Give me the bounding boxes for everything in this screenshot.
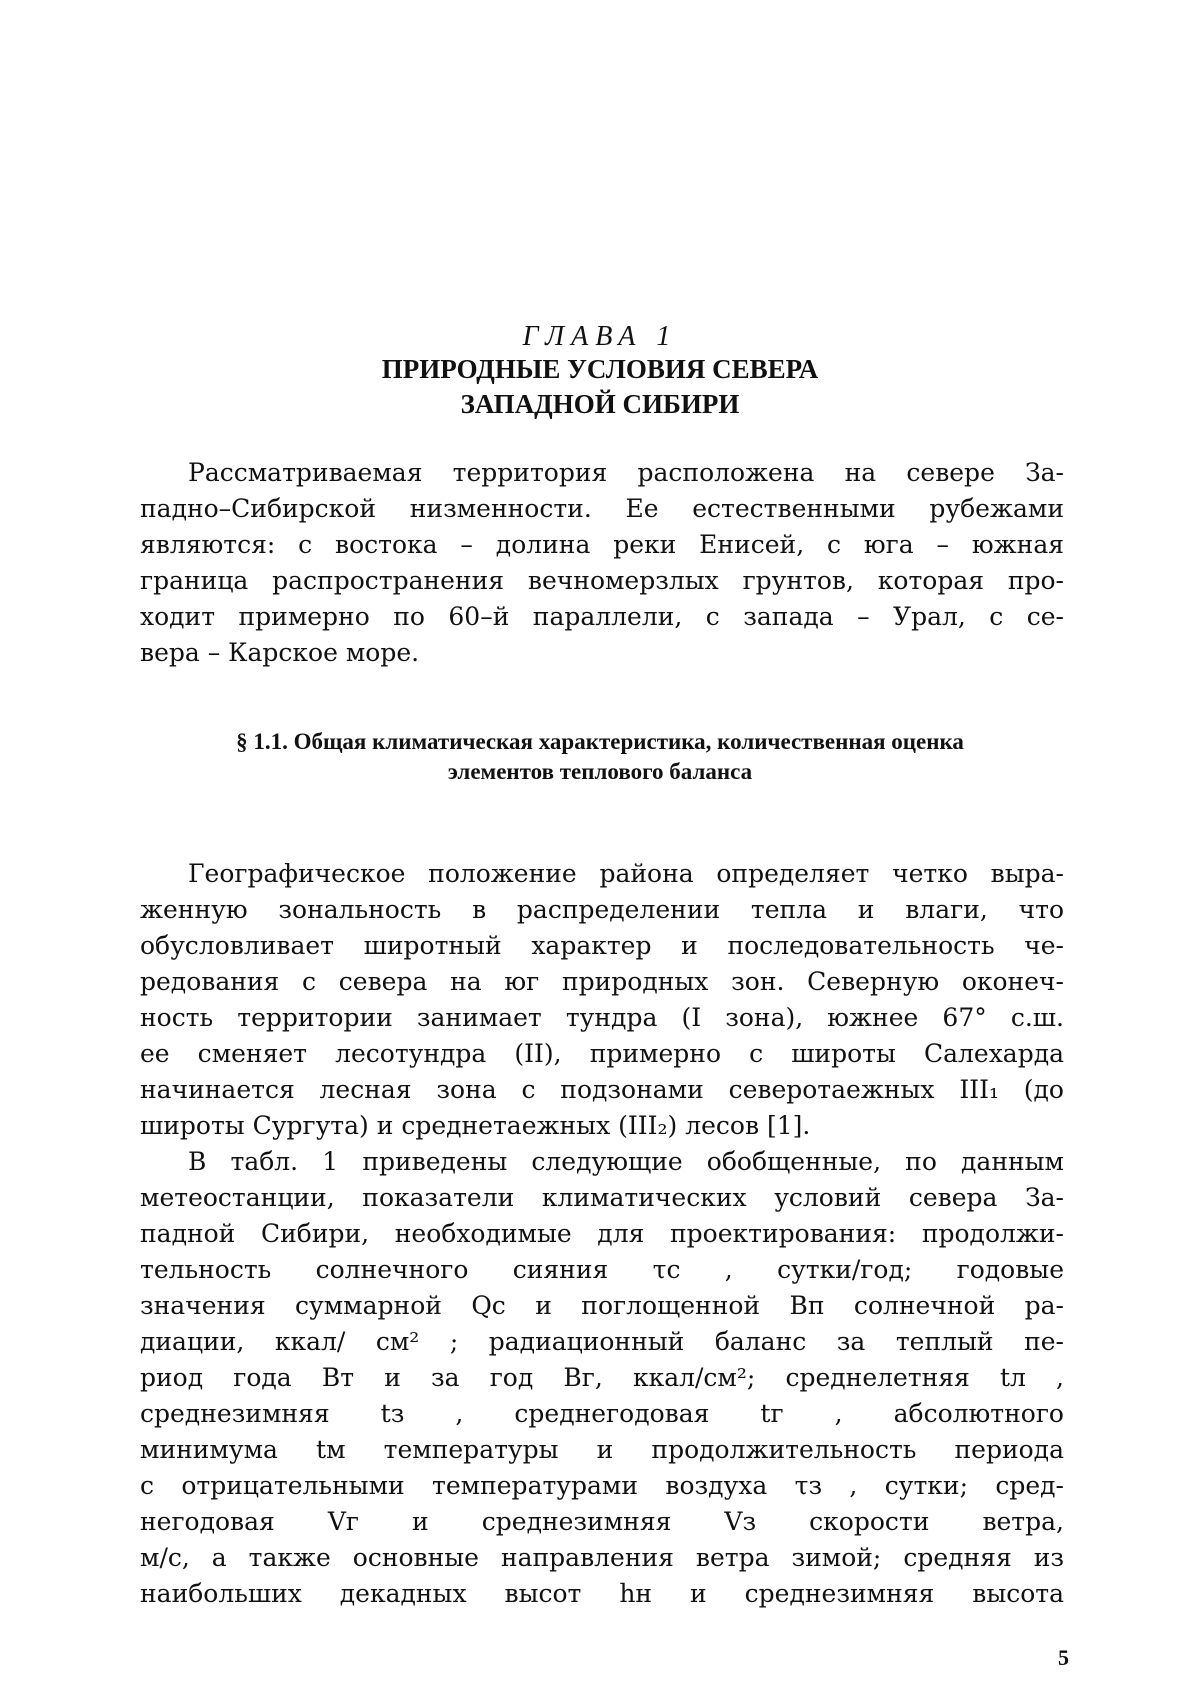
text-line: ность территории занимает тундра (I зона), южнее 67° с.ш. — [140, 1003, 1064, 1032]
text-line: падной Сибири, необходимые для проектирования: продолжи- — [140, 1219, 1064, 1248]
intro-paragraph — [140, 455, 1064, 671]
section-heading-line-2: элементов теплового баланса — [447, 759, 753, 784]
text-line: значения суммарной Qс и поглощенной Bп солнечной ра- — [140, 1291, 1064, 1320]
text-line: метеостанции, показатели климатических условий севера За- — [140, 1183, 1064, 1212]
text-line: минимума tм температуры и продолжительность периода — [140, 1435, 1064, 1464]
text-line: среднезимняя tз , среднегодовая tг , абсолютного — [140, 1399, 1064, 1428]
text-line: широты Сургута) и среднетаежных (III₂) лесов [1]. — [140, 1111, 811, 1140]
text-line: ходит примерно по 60–й параллели, с запада – Урал, с се- — [140, 602, 1064, 631]
text-line: вера – Карское море. — [140, 638, 420, 667]
text-line: ее сменяет лесотундра (II), примерно с широты Салехарда — [140, 1039, 1064, 1068]
chapter-title-line-1: ПРИРОДНЫЕ УСЛОВИЯ СЕВЕРА — [381, 354, 819, 384]
text-line: негодовая Vг и среднезимняя Vз скорости ветра, — [140, 1507, 1064, 1536]
text-line: обусловливает широтный характер и последовательность че- — [140, 931, 1064, 960]
chapter-label: ГЛАВА 1 — [522, 321, 678, 352]
text-line: В табл. 1 приведены следующие обобщенные, по данным — [188, 1147, 1064, 1176]
text-line: с отрицательными температурами воздуха τз , сутки; сред- — [140, 1471, 1064, 1500]
page-number: 5 — [1058, 1645, 1069, 1670]
text-line: наибольших декадных высот hн и среднезимняя высота — [140, 1579, 1064, 1608]
text-line: Географическое положение района определяет четко выра- — [188, 859, 1064, 888]
chapter-title-line-2: ЗАПАДНОЙ СИБИРИ — [460, 389, 740, 419]
text-line: м/с, а также основные направления ветра зимой; средняя из — [140, 1543, 1064, 1572]
text-line: Рассматриваемая территория расположена на севере За- — [188, 458, 1064, 487]
text-line: тельность солнечного сияния τс , сутки/год; годовые — [140, 1255, 1064, 1284]
text-line: являются: с востока – долина реки Енисей, с юга – южная — [140, 530, 1064, 559]
text-line: редования с севера на юг природных зон. Северную оконеч- — [140, 967, 1064, 996]
text-line: диации, ккал/ см² ; радиационный баланс за теплый пе- — [140, 1327, 1064, 1356]
text-line: граница распространения вечномерзлых грунтов, которая про- — [140, 566, 1064, 595]
text-line: женную зональность в распределении тепла и влаги, что — [140, 895, 1064, 924]
body-paragraphs — [140, 856, 1064, 1612]
section-heading — [140, 727, 1060, 787]
section-heading-line-1: § 1.1. Общая климатическая характеристика, количественная оценка — [236, 729, 964, 754]
text-line: начинается лесная зона с подзонами северотаежных III₁ (до — [140, 1075, 1064, 1104]
text-line: риод года Bт и за год Bг, ккал/см²; среднелетняя tл , — [140, 1363, 1064, 1392]
text-line: падно–Сибирской низменности. Ее естественными рубежами — [140, 494, 1064, 523]
chapter-title — [0, 352, 1200, 422]
